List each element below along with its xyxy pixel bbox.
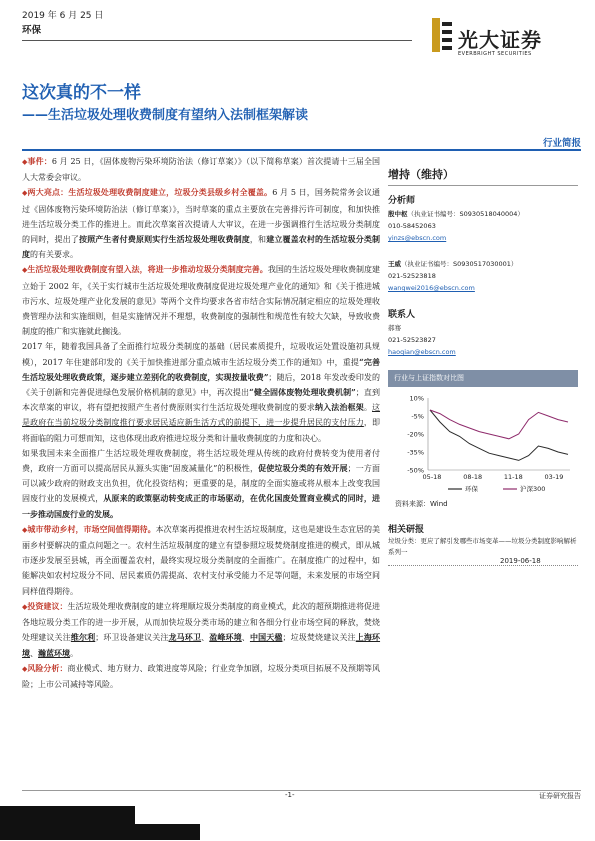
related-heading: 相关研报	[388, 525, 425, 535]
page-title: 这次真的不一样	[22, 83, 141, 103]
x-tick-label: 11-18	[503, 473, 523, 481]
y-tick-label: -35%	[407, 448, 424, 457]
analyst-1-email[interactable]: yinzs@ebscn.com	[388, 234, 447, 242]
chart-svg	[388, 390, 578, 498]
diamond-icon: ◆	[22, 664, 28, 673]
paragraph-event: ◆事件：6 月 25 日，《固体废物污染环境防治法（修订草案）》（以下简称草案）首次提请十三届全国人大常委会审议。	[22, 156, 380, 183]
legend-label: 沪深300	[520, 485, 546, 493]
related-divider	[388, 565, 578, 566]
y-tick-label: 10%	[409, 394, 424, 403]
redaction-block	[0, 824, 200, 840]
contact-email[interactable]: haoqian@ebscn.com	[388, 348, 456, 356]
series-line-1	[430, 410, 568, 439]
diamond-icon: ◆	[22, 266, 28, 275]
chart-title: 行业与上证指数对比图	[388, 370, 578, 387]
page-number: -1-	[285, 791, 295, 799]
analyst-2: 王威（执业证书编号：S0930517030001）	[388, 260, 518, 268]
rating: 增持（维持）	[388, 168, 454, 181]
related-date: 2019-06-18	[500, 557, 541, 565]
analyst-1-phone: 010-58452063	[388, 222, 436, 230]
chart-source: 资料来源：Wind	[395, 500, 448, 508]
y-tick-label: -5%	[411, 412, 424, 421]
contact-heading: 联系人	[388, 310, 416, 320]
analyst-1: 殷中枢（执业证书编号：S0930518040004）	[388, 210, 524, 218]
report-date: 2019 年 6 月 25 日	[22, 11, 104, 21]
paragraph-fee-system: ◆生活垃圾处理收费制度有望入法，将进一步推动垃圾分类制度完善。我国的生活垃圾处理收费制度建立始于 2002 年，《关于实行城市生活垃圾处理收费制度促进垃圾处理产业化的通知》和《关于推进城市污水、垃圾处理产业化发展的意见》等两个文件均要求各省市结合实际情况制定相应的垃圾处理收费管理办法和实施细则，但是实施情况并不理想，收费制度的强制性和规范性有较大欠缺，导致收费制度的推广和实施就此搁浅。	[22, 264, 381, 337]
x-tick-label: 08-18	[463, 473, 483, 481]
rating-divider	[388, 185, 578, 186]
paragraph-nationwide: 如果我国未来全面推广生活垃圾处理收费制度，将生活垃圾处理从传统的政府付费转变为使用者付费，政府一方面可以提高居民从源头实施“固废减量化”的积极性，促使垃圾分类的有效开展；一方面可以减少政府的财政支出负担，优化投资结构；更重要的是，制度的全面实施或将从根本上改变我国固废行业的发展模式，从原来的政策驱动转变成正的市场驱动，在优化国废处置商业模式的同时，进一步推动国废行业的发展。	[22, 448, 381, 519]
related-report-link[interactable]: 垃圾分类：更应了解引发哪些市场变革——垃圾分类制度影响解析系列一	[388, 537, 577, 556]
main-body	[22, 154, 380, 692]
sector-label: 环保	[22, 25, 42, 36]
footer-divider	[22, 790, 581, 791]
paragraph-risk: ◆风险分析：商业模式、地方财力、政策进度等风险；行业竞争加剧，垃圾分类项目拓展不及预期等风险；上市公司减持等风险。	[22, 662, 381, 689]
contact-name: 郝骞	[388, 324, 401, 332]
report-type: 行业简报	[542, 138, 581, 149]
paragraph-investment: ◆投资建议：生活垃圾处理收费制度的建立将理顺垃圾分类制度的商业模式，此次的超预期推进将促进各地垃圾分类工作的进一步开展，从而加快垃圾分类市场的建立和各细分行业市场空间的释放，焚烧处理建议关注维尔利；环卫设备建议关注龙马环卫、盈峰环境、中国天楹；垃圾焚烧建议关注上海环境、瀚蓝环境。	[22, 600, 381, 658]
analyst-2-phone: 021-52523818	[388, 272, 436, 280]
series-line-0	[430, 410, 568, 460]
analyst-heading: 分析师	[388, 196, 416, 206]
logo-text-cn: 光大证券	[458, 28, 542, 52]
diamond-icon: ◆	[22, 525, 28, 534]
y-tick-label: -20%	[407, 430, 424, 439]
logo-mark-icon	[432, 18, 456, 52]
paragraph-rural: ◆城市带动乡村，市场空间值得期待。本次草案再提推进农村生活垃圾制度，这也是建设生态宜居的美丽乡村要解决的重点问题之一。农村生活垃圾制度的建立有望参照垃圾焚烧制度推进的模式，即从城市逐步发展至县城，再全面覆盖农村，最终实现垃圾分类制度的全面推广。在制度推广的过程中，如能解决如农村垃圾分不同、居民素质仍需提高、农村支付承受能力不足等问题，未来发展的市场空间同样值得期待。	[22, 523, 381, 596]
contact-phone: 021-52523827	[388, 336, 436, 344]
redaction-block	[0, 806, 135, 824]
analyst-2-email[interactable]: wangwei2016@ebscn.com	[388, 284, 475, 292]
diamond-icon: ◆	[22, 189, 28, 198]
footer-label: 证券研究报告	[539, 792, 581, 800]
paragraph-highlights: ◆两大亮点：生活垃圾处理收费制度建立，垃圾分类县级乡村全覆盖。6 月 5 日，国务院常务会议通过《固体废物污染环境防治法（修订草案）》，当时草案的重点主要放在完善排污许可制度，和加快推进生活垃圾分类工作的推进上。而此次草案首次提请人大审议，在进一步强调推行生活垃圾分类制度的同时，提出了按照产生者付费原则实行生活垃圾处理收费制度，和建立覆盖农村的生活垃圾分类制度的有关要求。	[22, 187, 381, 260]
y-tick-label: -50%	[407, 466, 424, 475]
title-divider	[22, 149, 581, 151]
x-tick-label: 03-19	[544, 473, 564, 481]
page-subtitle: ——生活垃圾处理收费制度有望纳入法制框架解读	[22, 108, 309, 123]
legend-label: 环保	[465, 485, 478, 493]
diamond-icon: ◆	[22, 158, 28, 166]
paragraph-2017: 2017 年，随着我国具备了全面推行垃圾分类制度的基础（居民素质提升，垃圾收运处置设施初具规模），2017 年住建部印发的《关于加快推进部分重点城市生活垃圾分类工作的通知》中，重提“完善生活垃圾处理收费政策，逐步建立差别化的收费制度，实现按量收费”；随后，2018 年发改委印发的《关于创新和完善促进绿色发展价格机制的意见》中，再次提出“健全固体废物处理收费机制”；直到本次草案的审议，将有望把按照产生者付费原则实行生活垃圾处理收费制度的要求纳入法治框架。这是政府在当前垃圾分类制度推行要求居民适应新生活方式的前提下，进一步提升居民的支付压力，即将面临的阻力可想而知，这也体现出政府推进垃圾分类和计量收费制度的力度和决心。	[22, 342, 381, 443]
logo-text-en: EVERBRIGHT SECURITIES	[458, 51, 532, 57]
comparison-chart	[388, 390, 578, 498]
diamond-icon: ◆	[22, 602, 28, 611]
header-divider	[22, 40, 412, 41]
x-tick-label: 05-18	[422, 473, 442, 481]
